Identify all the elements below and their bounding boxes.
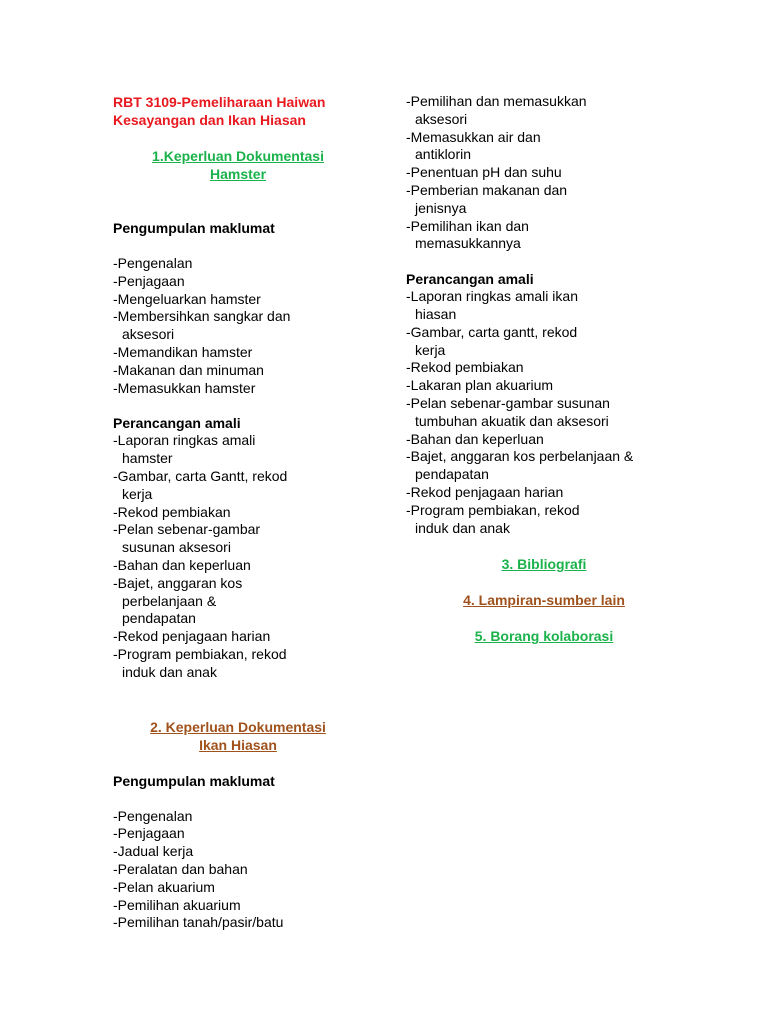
list-item: -Gambar, carta gantt, rekod kerja <box>406 323 578 358</box>
section2-pengumpulan-label: Pengumpulan maklumat <box>113 772 275 789</box>
list-item: -Penentuan pH dan suhu <box>406 164 562 181</box>
list-item: -Penjagaan <box>113 825 185 842</box>
section2-perancangan-list <box>406 288 656 537</box>
list-item: -Bahan dan keperluan <box>113 556 251 573</box>
list-item: -Laporan ringkas amali ikan hiasan <box>406 288 578 322</box>
list-item: -Pemilihan ikan dan memasukkannya <box>406 217 529 252</box>
list-item: -Rekod penjagaan harian <box>406 483 564 500</box>
title-line-2: Kesayangan dan Ikan Hiasan <box>113 112 306 128</box>
list-item: -Mengeluarkan hamster <box>113 290 261 307</box>
list-item: -Peralatan dan bahan <box>113 860 248 877</box>
list-item: -Program pembiakan, rekod induk dan anak <box>113 645 287 680</box>
section1-perancangan-list <box>113 432 320 681</box>
list-item: -Membersihkan sangkar dan aksesori <box>113 308 291 343</box>
list-item: -Gambar, carta Gantt, rekod kerja <box>113 467 288 502</box>
list-item: -Bajet, anggaran kos perbelanjaan & pendapatan <box>113 574 243 627</box>
list-item: -Pelan sebenar-gambar susunan tumbuhan akuatik dan aksesori <box>406 394 610 429</box>
list-item: -Program pembiakan, rekod induk dan anak <box>406 501 580 536</box>
list-item: -Memasukkan air dan antiklorin <box>406 128 541 163</box>
section1-pengumpulan-list <box>113 255 323 397</box>
section1-pengumpulan-label: Pengumpulan maklumat <box>113 220 275 236</box>
list-item: -Penjagaan <box>113 272 185 289</box>
section1-perancangan-label: Perancangan amali <box>113 415 241 432</box>
left-column <box>113 93 413 932</box>
list-item: -Pelan akuarium <box>113 878 215 895</box>
list-item: -Laporan ringkas amali hamster <box>113 432 256 467</box>
section1-heading-line-1: 1.Keperluan Dokumentasi <box>152 148 324 164</box>
right-column <box>406 93 736 645</box>
list-item: -Memasukkan hamster <box>113 379 256 396</box>
section1-heading <box>113 147 363 183</box>
section3-heading: 3. Bibliografi <box>501 556 587 573</box>
list-item: -Rekod pembiakan <box>406 359 524 376</box>
list-item: -Pemilihan tanah/pasir/batu <box>113 914 284 931</box>
list-item: -Jadual kerja <box>113 843 194 860</box>
section4-heading: 4. Lampiran-sumber lain <box>463 592 625 609</box>
list-item: -Pengenalan <box>113 255 193 271</box>
list-item: -Rekod pembiakan <box>113 503 231 520</box>
list-item: -Pemilihan akuarium <box>113 896 241 913</box>
list-item: -Pemilihan dan memasukkan aksesori <box>406 93 587 127</box>
section2-heading <box>113 718 363 754</box>
section2-heading-line-1: 2. Keperluan Dokumentasi <box>150 718 326 735</box>
list-item: -Pemberian makanan dan jenisnya <box>406 181 568 216</box>
list-item: -Bajet, anggaran kos perbelanjaan & pendapatan <box>406 448 634 483</box>
list-item: -Lakaran plan akuarium <box>406 377 554 394</box>
list-item: -Memandikan hamster <box>113 343 253 360</box>
section2-pengumpulan-list-right <box>406 93 646 253</box>
list-item: -Bahan dan keperluan <box>406 430 544 447</box>
section2-perancangan-label: Perancangan amali <box>406 271 534 288</box>
list-item: -Pelan sebenar-gambar susunan aksesori <box>113 521 261 556</box>
title-line-1: RBT 3109-Pemeliharaan Haiwan <box>113 94 326 110</box>
list-item: -Rekod penjagaan harian <box>113 628 271 645</box>
section1-heading-line-2: Hamster <box>209 166 267 182</box>
section5-heading: 5. Borang kolaborasi <box>474 628 614 645</box>
list-item: -Pengenalan <box>113 807 193 824</box>
document-title <box>113 93 413 129</box>
section2-pengumpulan-list-left <box>113 808 343 933</box>
list-item: -Makanan dan minuman <box>113 361 264 378</box>
section2-heading-line-2: Ikan Hiasan <box>199 736 277 753</box>
